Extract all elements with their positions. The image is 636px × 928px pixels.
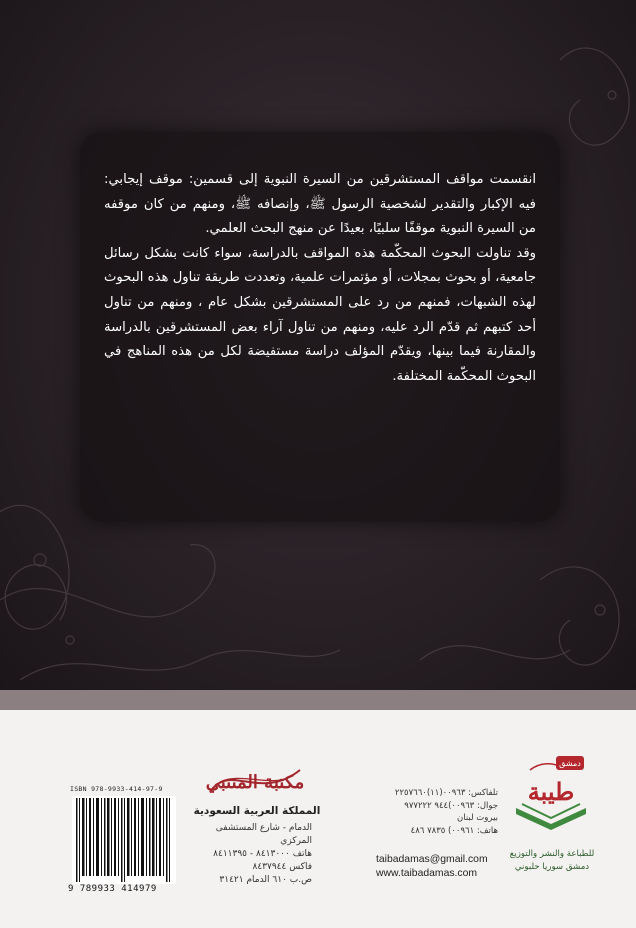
website-link[interactable]: www.taibadamas.com — [376, 868, 478, 879]
mutanabbi-line: ص.ب ٦١٠ الدمام ٣١٤٢١ — [219, 875, 312, 885]
divider-band — [0, 690, 636, 710]
mutanabbi-line: هاتف ٨٤١٣٠٠٠ - ٨٤١١٣٩٥ — [213, 849, 312, 859]
taiba-logo-icon — [510, 752, 592, 836]
taiba-tagline — [500, 848, 604, 874]
taiba-badge: دمشق — [559, 759, 581, 768]
email-link[interactable]: taibadamas@gmail.com — [376, 854, 488, 865]
mutanabbi-line: الدمام - شارع المستشفى المركزي — [215, 823, 312, 846]
mutanabbi-line: فاكس ٨٤٣٧٩٤٤ — [252, 862, 312, 872]
barcode-digits: 9 789933 414979 — [68, 884, 157, 894]
mutanabbi-address — [192, 822, 312, 887]
taiba-web-contact — [376, 853, 498, 881]
paragraph-1: انقسمت مواقف المستشرقين من السيرة النبوية إلى قسمين: موقف إيجابي: فيه الإكبار والتقدير لشخصية الرسول ﷺ، وإنصافه ﷺ، ومنهم من كان موقفه من السيرة النبوية موقفًا سلبيًا، بعيدًا عن منهج البحث العلمي. — [104, 172, 536, 237]
mutanabbi-logo-text: مكتبة المتنبي — [205, 772, 305, 793]
paragraph-2: وقد تناولت البحوث المحكّمة هذه المواقف بالدراسة، سواء كانت بشكل رسائل جامعية، أو بحوث بمجلات، أو مؤتمرات علمية، وتعددت طريقة تناول هذه البحوث لهذه الشبهات، فمنهم من رد على المستشرقين بشكل عام ، ومنهم من تناول أحد كتبهم ثم قدّم الرد عليه، ومنهم من تناول آراء بعض المستشرقين بالدراسة والمقارنة فيما بينها، ويقدّم المؤلف دراسة مستفيضة لكل من هذه المناهج في البحوث المحكّمة المختلفة. — [104, 245, 536, 384]
taiba-tagline-1: للطباعة والنشر والتوزيع — [509, 849, 595, 859]
taiba-contact — [376, 787, 498, 837]
description-text — [104, 168, 536, 389]
contact-line: هاتف: ٠٠٩٦١) ٧٨٣٥ ٤٨٦ — [410, 825, 498, 836]
mutanabbi-info — [192, 750, 322, 900]
contact-line: جوال: ٠٠٩٦٣)٩٤٤ ٩٧٧٢٢٢ — [404, 800, 498, 811]
contact-line: تلفاكس: ٠٠٩٦٣(١١)٢٢٥٧٦٦٠ — [394, 788, 498, 798]
taiba-logo-text: طيبة — [527, 777, 575, 806]
mutanabbi-country: المملكة العربية السعودية — [193, 805, 321, 817]
taiba-tagline-2: دمشق سوريا حلبوني — [514, 862, 590, 872]
isbn-label: ISBN 978-9933-414-97-9 — [70, 785, 163, 793]
barcode-icon — [72, 796, 176, 884]
contact-line: بيروت لبنان — [457, 813, 498, 824]
